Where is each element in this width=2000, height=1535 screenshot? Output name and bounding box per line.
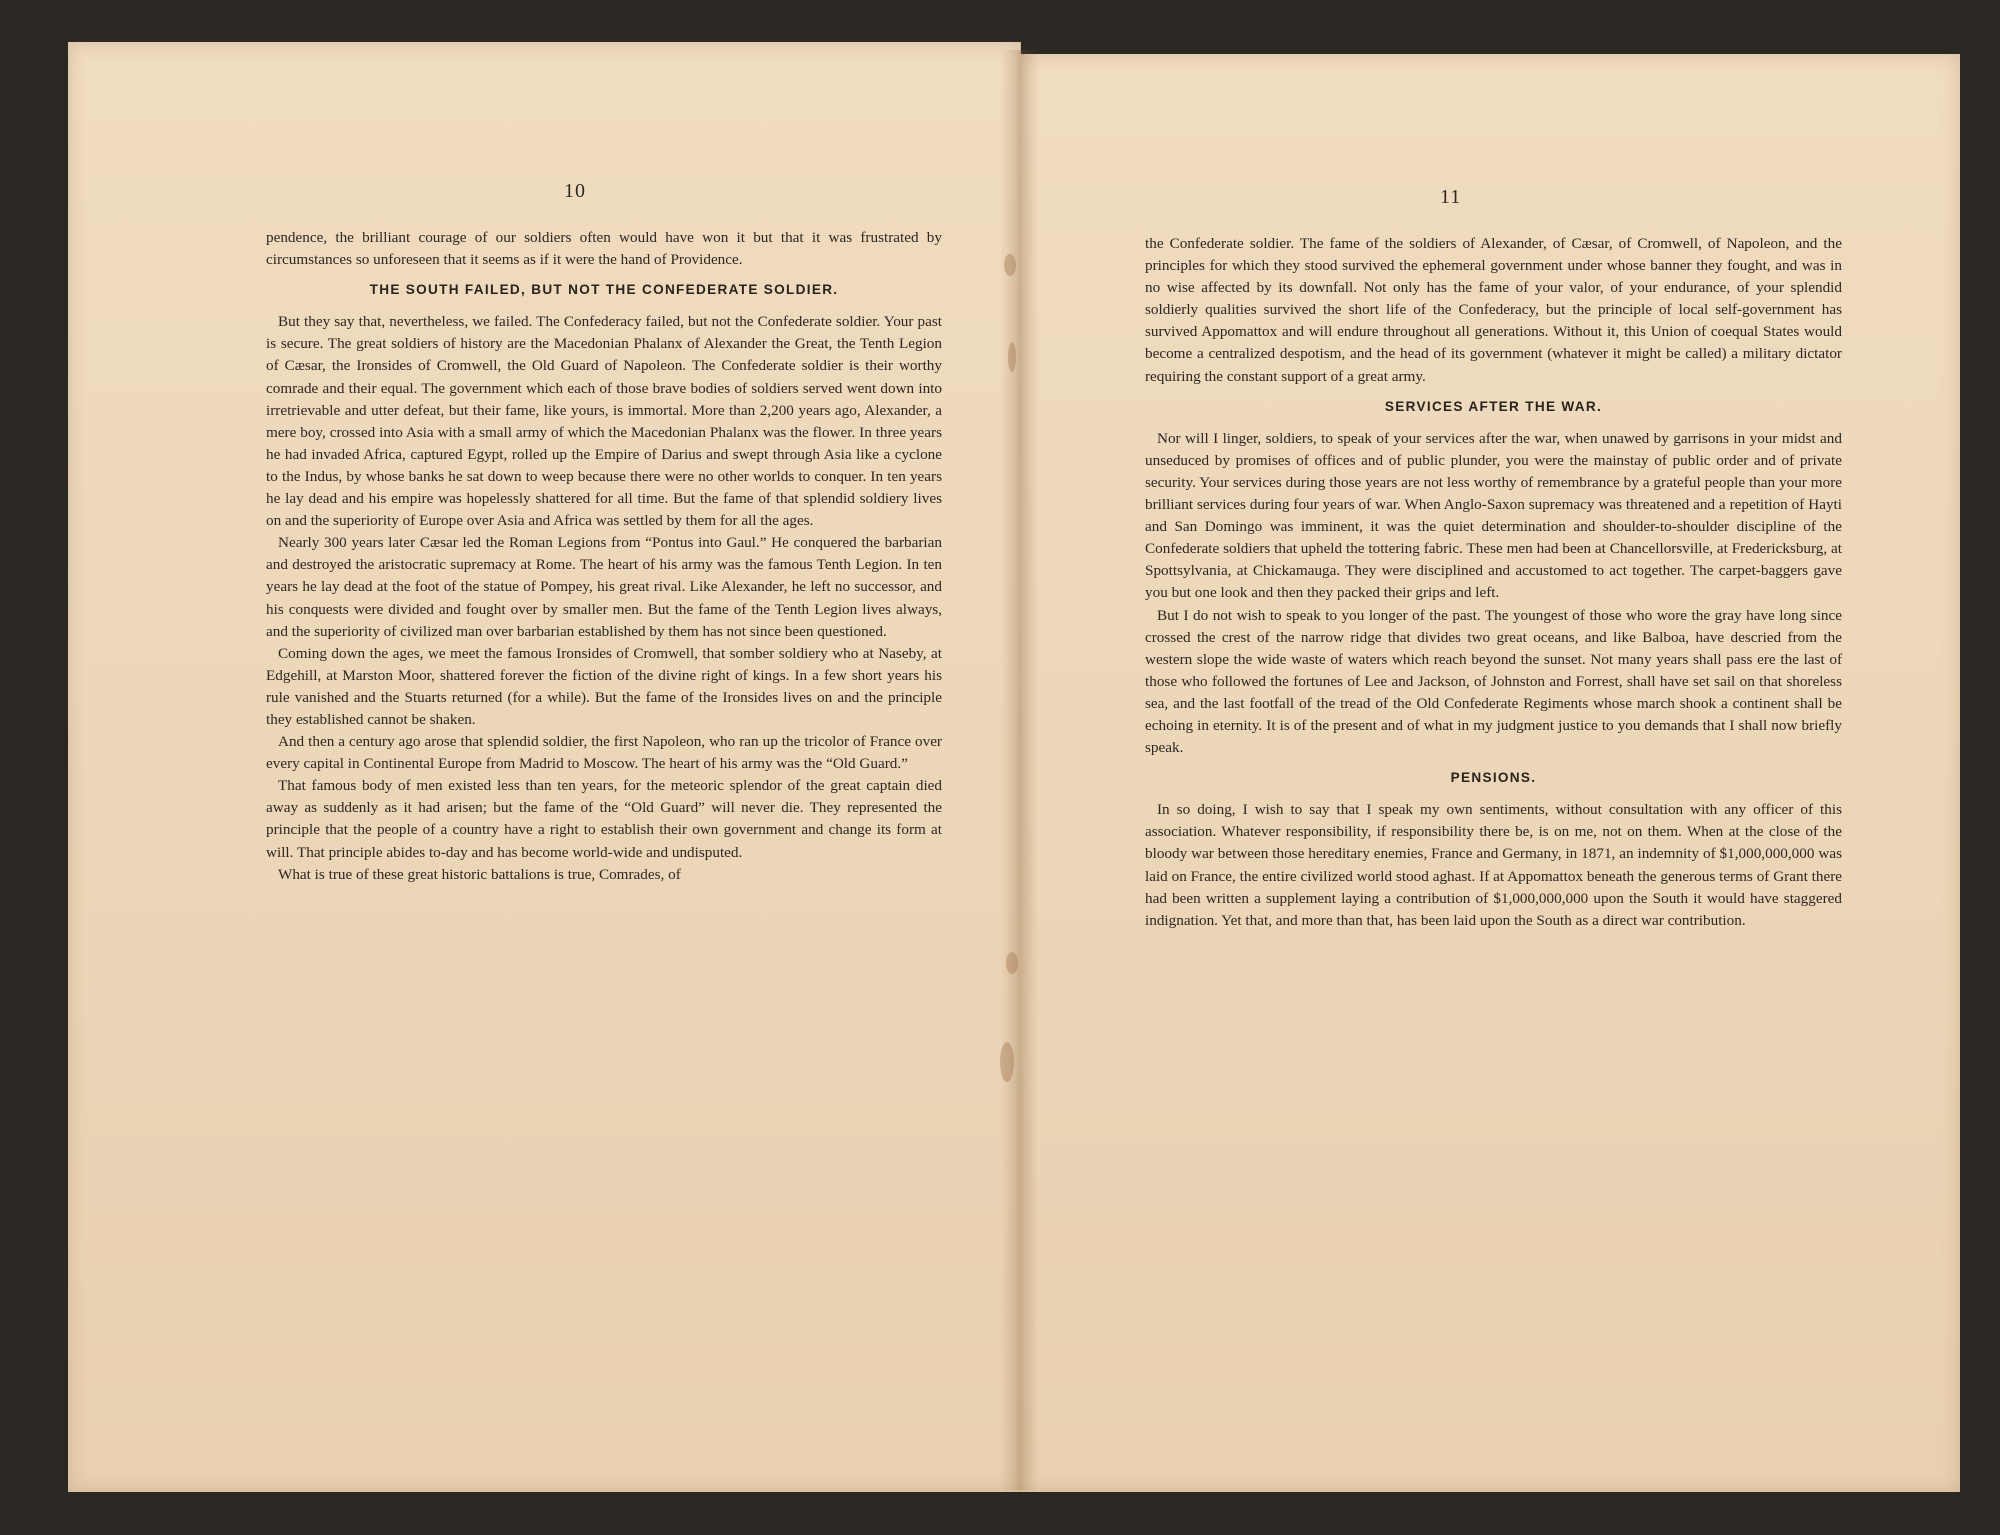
paragraph: And then a century ago arose that splendid soldier, the first Napoleon, who ran up the tricolor of France over every capital in Continental Europe from Madrid to Moscow. The heart of his army was the “Old Guard.” [266,733,942,773]
page-body [1145,233,1842,932]
page-number: 11 [1440,186,1462,208]
section-heading: PENSIONS. [1450,770,1537,786]
paragraph: Nor will I linger, soldiers, to speak of your services after the war, when unawed by garrisons in your midst and unseduced by promises of offices and of public plunder, you were the mainstay of public order and of private security. Your services during those years are not less worthy of remembrance by a grateful people than your more brilliant services during four years of war. When Anglo-Saxon supremacy was threatened and a repetition of Hayti and San Domingo was imminent, it was the quiet determination and shoulder-to-shoulder discipline of the Confederate soldiers that upheld the tottering fabric. These men had been at Chancellorsville, at Fredericksburg, at Spottsylvania, at Chickamauga. They were disciplined and accustomed to act together. The carpet-baggers gave you but one look and then they packed their grips and left. [1145,429,1842,602]
stain-mark [1006,952,1018,974]
stain-mark [1000,1042,1014,1082]
page-body [266,227,942,886]
paragraph: But I do not wish to speak to you longer of the past. The youngest of those who wore the gray have long since crossed the crest of the narrow ridge that divides two great oceans, and like Balboa, have descried from the western slope the wide waste of waters which reach beyond the sunset. Not many years shall pass ere the last of those who followed the fortunes of Lee and Jackson, of Johnston and Forrest, shall have set sail on that shoreless sea, and the last footfall of the tread of the Old Confederate Regiments whose march shook a continent shall be echoing in eternity. It is of the present and of what in my judgment justice to you demands that I shall now briefly speak. [1145,606,1842,757]
stain-mark [1004,254,1016,276]
stain-mark [1008,342,1016,372]
paragraph: In so doing, I wish to say that I speak my own sentiments, without consultation with any officer of this association. Whatever responsibility, if responsibility there be, is on me, not on them. When at the close of the bloody war between those hereditary enemies, France and Germany, in 1871, an indemnity of $1,000,000,000 was laid on France, the entire civilized world stood aghast. If at Appomattox beneath the generous terms of Grant there had been written a supplement laying a contribution of $1,000,000,000 upon the South it would have staggered indignation. Yet that, and more than that, has been laid upon the South as a direct war contribution. [1145,801,1842,929]
section-heading: SERVICES AFTER THE WAR. [1384,398,1603,414]
paragraph: pendence, the brilliant courage of our soldiers often would have won it but that it was frustrated by circumstances so unforeseen that it seems as if it were the hand of Providence. [266,229,942,269]
page-number: 10 [564,180,586,202]
paragraph: What is true of these great historic battalions is true, Comrades, of [278,865,681,883]
paragraph: But they say that, nevertheless, we failed. The Confederacy failed, but not the Confederate soldier. Your past is secure. The great soldiers of history are the Macedonian Phalanx of Alexander the Great, the Tenth Legion of Cæsar, the Ironsides of Cromwell, the Old Guard of Napoleon. The Confederate soldier is their worthy comrade and their equal. The government which each of those brave bodies of soldiers served went down into irretrievable and utter defeat, but their fame, like yours, is immortal. More than 2,200 years ago, Alexander, a mere boy, crossed into Asia with a small army of which the Macedonian Phalanx was the flower. In three years he had invaded Africa, captured Egypt, rolled up the Empire of Darius and swept through Asia like a cyclone to the Indus, by whose banks he sat down to weep because there were no other worlds to conquer. In ten years he lay dead and his empire was hopelessly shattered for all time. But the fame of that splendid soldiery lives on and the superiority of Europe over Asia and Africa was settled by them for all the ages. [266,313,942,530]
right-page [1020,54,1960,1492]
paragraph: the Confederate soldier. The fame of the soldiers of Alexander, of Cæsar, of Cromwell, of Napoleon, and the principles for which they stood survived the ephemeral government under whose banner they fought, and was in no wise affected by its downfall. Not only has the fame of your valor, of your endurance, of your splendid soldierly qualities survived the short life of the Confederacy, but the principle of local self-government has survived Appomattox and will endure throughout all generations. Without it, this Union of coequal States would become a centralized despotism, and the head of its government (whatever it might be called) a military dictator requiring the constant support of a great army. [1145,235,1842,385]
section-heading: THE SOUTH FAILED, BUT NOT THE CONFEDERATE SOLDIER. [369,282,839,298]
paragraph: Nearly 300 years later Cæsar led the Roman Legions from “Pontus into Gaul.” He conquered the barbarian and destroyed the aristocratic supremacy at Rome. The heart of his army was the famous Tenth Legion. In ten years he lay dead at the foot of the statue of Pompey, his great rival. Like Alexander, he left no successor, and his conquests were divided and fought over by smaller men. But the fame of the Tenth Legion lives always, and the superiority of civilized man over barbarian established by them has not since been questioned. [266,534,942,640]
left-page [68,42,1021,1492]
paragraph: Coming down the ages, we meet the famous Ironsides of Cromwell, that somber soldiery who at Naseby, at Edgehill, at Marston Moor, shattered forever the fiction of the divine right of kings. In a few short years his rule vanished and the Stuarts returned (for a while). But the fame of the Ironsides lives on and the principle they established cannot be shaken. [266,644,942,728]
paragraph: That famous body of men existed less than ten years, for the meteoric splendor of the great captain died away as suddenly as it had arisen; but the fame of the “Old Guard” will never die. They represented the principle that the people of a country have a right to establish their own government and change its form at will. That principle abides to-day and has become world-wide and undisputed. [266,777,942,861]
